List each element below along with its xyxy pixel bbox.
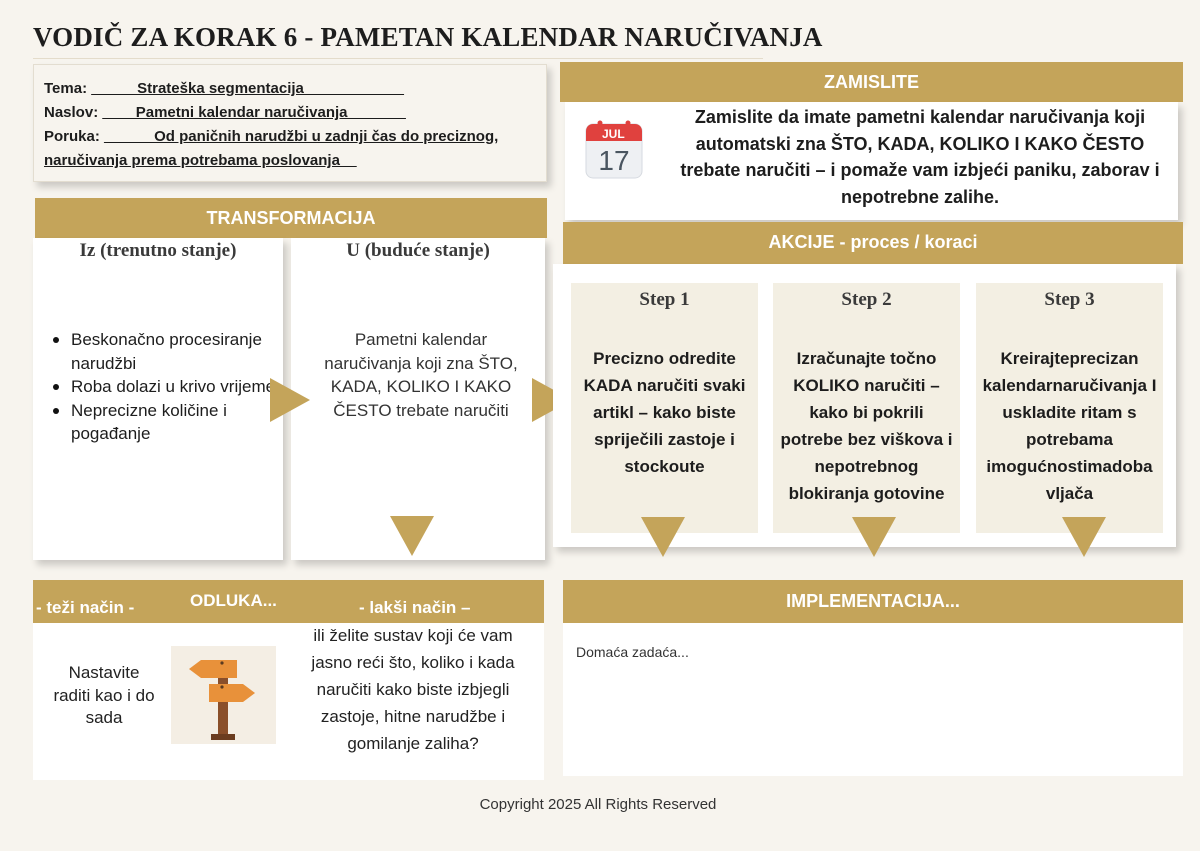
tema-label: Tema:	[44, 80, 88, 97]
step-card-1	[571, 283, 758, 533]
laksi-nacin-text: ili želite sustav koji će vam jasno reći što, koliko i kada naručiti kako biste izbjegli zastoje, hitne narudžbe i gomilanje zaliha?	[311, 626, 515, 753]
odluka-heading-band	[33, 580, 544, 623]
arrow-down-icon	[852, 517, 896, 557]
u-column	[291, 238, 545, 560]
odluka-heading: ODLUKA...	[190, 591, 277, 610]
zamislite-text: Zamislite da imate pametni kalendar naručivanja koji automatski zna ŠTO, KADA, KOLIKO I KAKO ČESTO trebate naručiti – i pomaže vam izbjeći paniku, zaborav i nepotrebne zalihe.	[680, 107, 1160, 207]
step-title: Step 2	[841, 289, 892, 310]
step-title: Step 3	[1044, 289, 1095, 310]
list-item: Beskonačno procesiranje narudžbi	[51, 328, 281, 375]
arrow-down-icon	[390, 516, 434, 556]
u-text: Pametni kalendar naručivanja koji zna ŠTO, KADA, KOLIKO I KAKO ČESTO trebate naručiti	[324, 330, 518, 420]
step-text: Izračunajte točno KOLIKO naručiti – kako bi pokrili potrebe bez viškova i nepotrebnog blokiranja gotovine	[780, 349, 953, 503]
signpost-image	[171, 646, 276, 744]
iz-column	[33, 238, 283, 560]
signpost-icon	[171, 646, 276, 744]
list-item: Roba dolazi u krivo vrijeme	[51, 375, 281, 399]
poruka-label: Poruka:	[44, 128, 100, 145]
naslov-label: Naslov:	[44, 104, 99, 121]
calendar-day: 17	[598, 145, 630, 176]
step-text: Kreirajteprecizan kalendarnaručivanja I uskladite ritam s potrebama imogućnostimadoba vljača	[982, 349, 1157, 503]
info-box	[33, 64, 547, 182]
iz-list	[51, 328, 281, 446]
tema-value: _____ Strateška segmentacija____________	[91, 80, 404, 97]
page-title: VODIČ ZA KORAK 6 - PAMETAN KALENDAR NARUČIVANJA	[33, 22, 823, 52]
teski-nacin-text: Nastavite raditi kao i do sada	[53, 663, 155, 727]
poruka-row	[44, 125, 536, 173]
step-text: Precizno odredite KADA naručiti svaki artikl – kako biste spriječili zastoje i stockoute	[583, 349, 746, 476]
arrow-right-icon	[270, 378, 310, 422]
list-item: Neprecizne količine i pogađanje	[51, 399, 281, 446]
calendar-icon	[584, 118, 644, 180]
u-title: U (buduće stanje)	[346, 240, 490, 261]
implementacija-text: Domaća zadaća...	[576, 644, 689, 660]
calendar-month: JUL	[602, 127, 625, 141]
implementacija-heading: IMPLEMENTACIJA...	[563, 580, 1183, 623]
zamislite-heading: ZAMISLITE	[560, 62, 1183, 102]
teski-nacin-label: - teži način -	[36, 598, 135, 617]
iz-title: Iz (trenutno stanje)	[79, 240, 237, 261]
step-card-2	[773, 283, 960, 533]
title-divider	[33, 58, 763, 59]
step-title: Step 1	[639, 289, 690, 310]
poruka-value: ______Od paničnih narudžbi u zadnji čas do preciznog, naručivanja prema potrebama poslovanja__	[44, 128, 499, 169]
naslov-value: ____Pametni kalendar naručivanja_______	[102, 104, 406, 121]
arrow-down-icon	[641, 517, 685, 557]
naslov-row	[44, 101, 536, 125]
transformacija-heading: TRANSFORMACIJA	[35, 198, 547, 238]
laksi-nacin-label: - lakši način –	[359, 598, 471, 617]
tema-row	[44, 77, 536, 101]
copyright: Copyright 2025 All Rights Reserved	[479, 796, 717, 813]
akcije-heading: AKCIJE - proces / koraci	[563, 222, 1183, 264]
arrow-down-icon	[1062, 517, 1106, 557]
step-card-3	[976, 283, 1163, 533]
